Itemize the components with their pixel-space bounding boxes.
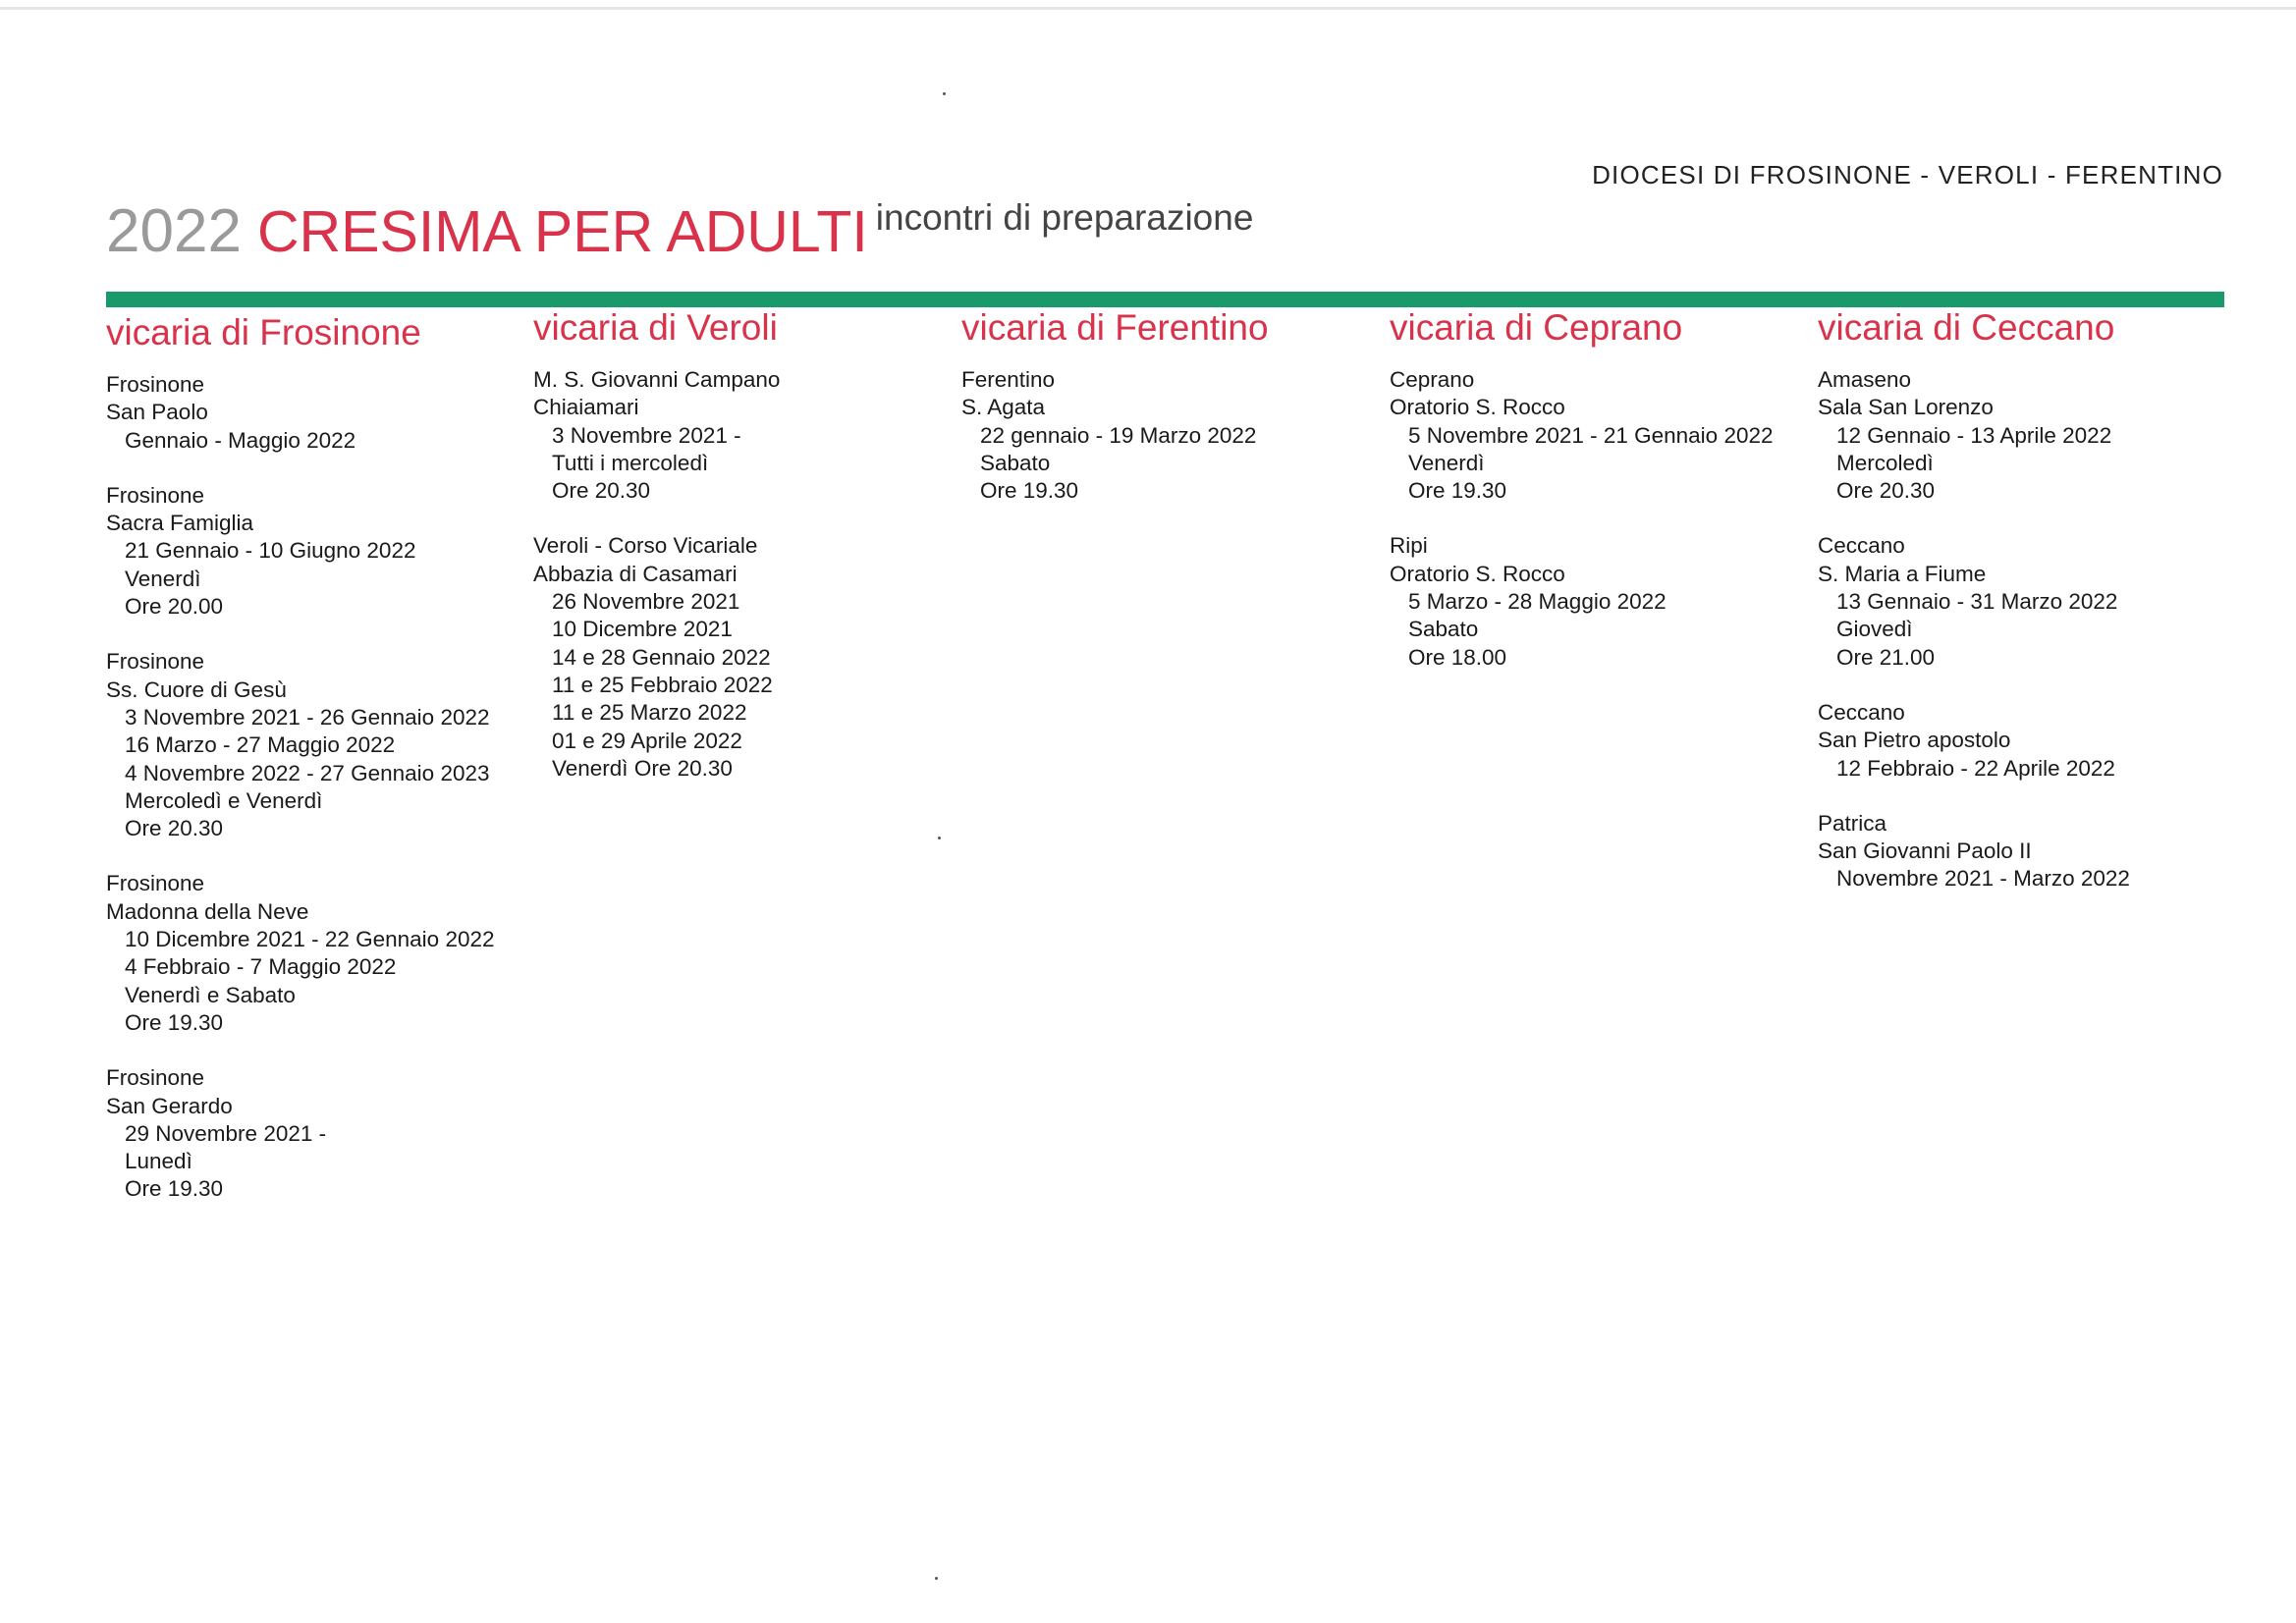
entry-detail: Ore 19.30 — [1408, 478, 1507, 504]
column-frosinone — [106, 312, 528, 1231]
entry-place: Amaseno — [1818, 367, 1912, 392]
schedule-entry — [106, 870, 528, 1037]
entry-detail: Ore 19.30 — [125, 1009, 224, 1035]
schedule-entry — [1390, 532, 1812, 671]
schedule-entry — [1818, 532, 2240, 671]
entry-detail: 11 e 25 Febbraio 2022 — [552, 672, 773, 697]
entry-detail: Venerdì — [1408, 450, 1485, 475]
entry-detail: Ore 20.30 — [552, 478, 651, 504]
entry-detail: Sabato — [980, 450, 1051, 475]
entry-place: Patrica — [1818, 810, 1887, 836]
schedule-entry — [1818, 699, 2240, 783]
schedule-entry — [961, 366, 1384, 505]
column-heading: vicaria di Veroli — [533, 307, 778, 348]
entry-detail: 22 gennaio - 19 Marzo 2022 — [980, 422, 1257, 448]
column-heading: vicaria di Frosinone — [106, 312, 421, 352]
entry-venue: Oratorio S. Rocco — [1390, 561, 1565, 586]
column-veroli — [533, 307, 956, 810]
entry-detail: Ore 20.30 — [1836, 478, 1936, 504]
entries-list — [106, 371, 528, 1204]
entry-detail: Ore 18.00 — [1408, 644, 1507, 670]
entry-detail: Venerdì e Sabato — [125, 982, 296, 1007]
entry-place: Frosinone — [106, 871, 205, 896]
entry-detail: Lunedì — [125, 1149, 192, 1174]
entry-detail: 3 Novembre 2021 - 26 Gennaio 2022 — [125, 704, 490, 730]
entry-venue: San Gerardo — [106, 1093, 233, 1118]
column-heading: vicaria di Ceprano — [1390, 307, 1683, 348]
entry-place: Frosinone — [106, 1065, 205, 1091]
title-year: 2022 — [106, 197, 242, 265]
green-divider — [106, 292, 2224, 307]
entry-venue: Chiaiamari — [533, 395, 639, 420]
entry-place: M. S. Giovanni Campano — [533, 367, 781, 392]
entry-detail: 12 Febbraio - 22 Aprile 2022 — [1836, 755, 2115, 781]
entry-detail: 4 Novembre 2022 - 27 Gennaio 2023 — [125, 760, 490, 785]
column-heading: vicaria di Ferentino — [961, 307, 1269, 348]
entry-venue: San Giovanni Paolo II — [1818, 839, 2032, 864]
column-ceprano — [1390, 307, 1812, 699]
entry-place: Frosinone — [106, 482, 205, 508]
entry-place: Ripi — [1390, 533, 1428, 559]
schedule-entry — [106, 648, 528, 842]
schedule-entry — [533, 532, 956, 783]
schedule-entry — [106, 482, 528, 621]
entry-detail: 01 e 29 Aprile 2022 — [552, 728, 742, 753]
entry-detail: Gennaio - Maggio 2022 — [125, 427, 356, 453]
entry-place: Ceccano — [1818, 533, 1905, 559]
column-ceccano — [1818, 307, 2240, 921]
scan-edge-line — [0, 7, 2296, 10]
entry-venue: Abbazia di Casamari — [533, 561, 738, 586]
entry-detail: Ore 19.30 — [125, 1176, 224, 1202]
entry-venue: Sacra Famiglia — [106, 511, 254, 536]
scan-speck — [938, 837, 941, 839]
schedule-entry — [106, 1064, 528, 1203]
entry-detail: 11 e 25 Marzo 2022 — [552, 700, 747, 726]
entry-detail: 29 Novembre 2021 - — [125, 1120, 327, 1146]
entry-detail: 10 Dicembre 2021 — [552, 617, 733, 642]
entry-venue: S. Maria a Fiume — [1818, 561, 1987, 586]
entry-detail: 13 Gennaio - 31 Marzo 2022 — [1836, 589, 2118, 615]
entries-list — [961, 366, 1384, 505]
schedule-entry — [1390, 366, 1812, 505]
entry-place: Ceccano — [1818, 699, 1905, 725]
entry-detail: 10 Dicembre 2021 - 22 Gennaio 2022 — [125, 927, 495, 952]
entry-detail: 4 Febbraio - 7 Maggio 2022 — [125, 954, 397, 980]
diocese-header: DIOCESI DI FROSINONE - VEROLI - FERENTINO — [1592, 160, 2223, 189]
entry-detail: Mercoledì — [1836, 450, 1934, 475]
entry-detail: 14 e 28 Gennaio 2022 — [552, 644, 771, 670]
entry-venue: San Pietro apostolo — [1818, 728, 2011, 753]
entry-detail: 3 Novembre 2021 - — [552, 422, 741, 448]
entry-venue: S. Agata — [961, 395, 1046, 420]
entry-detail: Tutti i mercoledì — [552, 450, 709, 475]
scan-speck — [935, 1577, 938, 1580]
entries-list — [1390, 366, 1812, 672]
entry-detail: Ore 20.30 — [125, 816, 224, 841]
entries-list — [533, 366, 956, 783]
entry-detail: Ore 20.00 — [125, 594, 224, 620]
schedule-entry — [1818, 810, 2240, 893]
entry-detail: 12 Gennaio - 13 Aprile 2022 — [1836, 422, 2112, 448]
entry-place: Ferentino — [961, 367, 1056, 392]
entry-detail: Venerdì Ore 20.30 — [552, 755, 733, 781]
entry-place: Frosinone — [106, 372, 205, 397]
column-heading: vicaria di Ceccano — [1818, 307, 2115, 348]
entry-detail: 26 Novembre 2021 — [552, 589, 740, 615]
title-subtitle: incontri di preparazione — [875, 197, 1254, 238]
entry-detail: 21 Gennaio - 10 Giugno 2022 — [125, 538, 416, 564]
entry-detail: Venerdì — [125, 566, 201, 591]
entry-detail: Mercoledì e Venerdì — [125, 787, 323, 813]
page-title — [106, 196, 1253, 266]
entry-detail: Sabato — [1408, 617, 1479, 642]
entry-detail: 16 Marzo - 27 Maggio 2022 — [125, 732, 396, 758]
column-ferentino — [961, 307, 1384, 532]
entry-detail: 5 Marzo - 28 Maggio 2022 — [1408, 589, 1667, 615]
schedule-entry — [106, 371, 528, 455]
schedule-entry — [533, 366, 956, 505]
entry-place: Ceprano — [1390, 367, 1475, 392]
entry-venue: Ss. Cuore di Gesù — [106, 676, 287, 702]
entry-detail: Novembre 2021 - Marzo 2022 — [1836, 866, 2130, 892]
entry-venue: Madonna della Neve — [106, 898, 309, 924]
entry-place: Veroli - Corso Vicariale — [533, 533, 758, 559]
scan-speck — [943, 92, 946, 95]
entry-detail: Ore 21.00 — [1836, 644, 1936, 670]
entry-venue: Sala San Lorenzo — [1818, 395, 1994, 420]
entry-venue: Oratorio S. Rocco — [1390, 395, 1565, 420]
title-main: CRESIMA PER ADULTI — [256, 199, 868, 264]
entry-detail: Giovedì — [1836, 617, 1913, 642]
entries-list — [1818, 366, 2240, 893]
entry-detail: Ore 19.30 — [980, 478, 1079, 504]
entry-detail: 5 Novembre 2021 - 21 Gennaio 2022 — [1408, 422, 1774, 448]
schedule-entry — [1818, 366, 2240, 505]
entry-place: Frosinone — [106, 649, 205, 675]
entry-venue: San Paolo — [106, 400, 208, 425]
